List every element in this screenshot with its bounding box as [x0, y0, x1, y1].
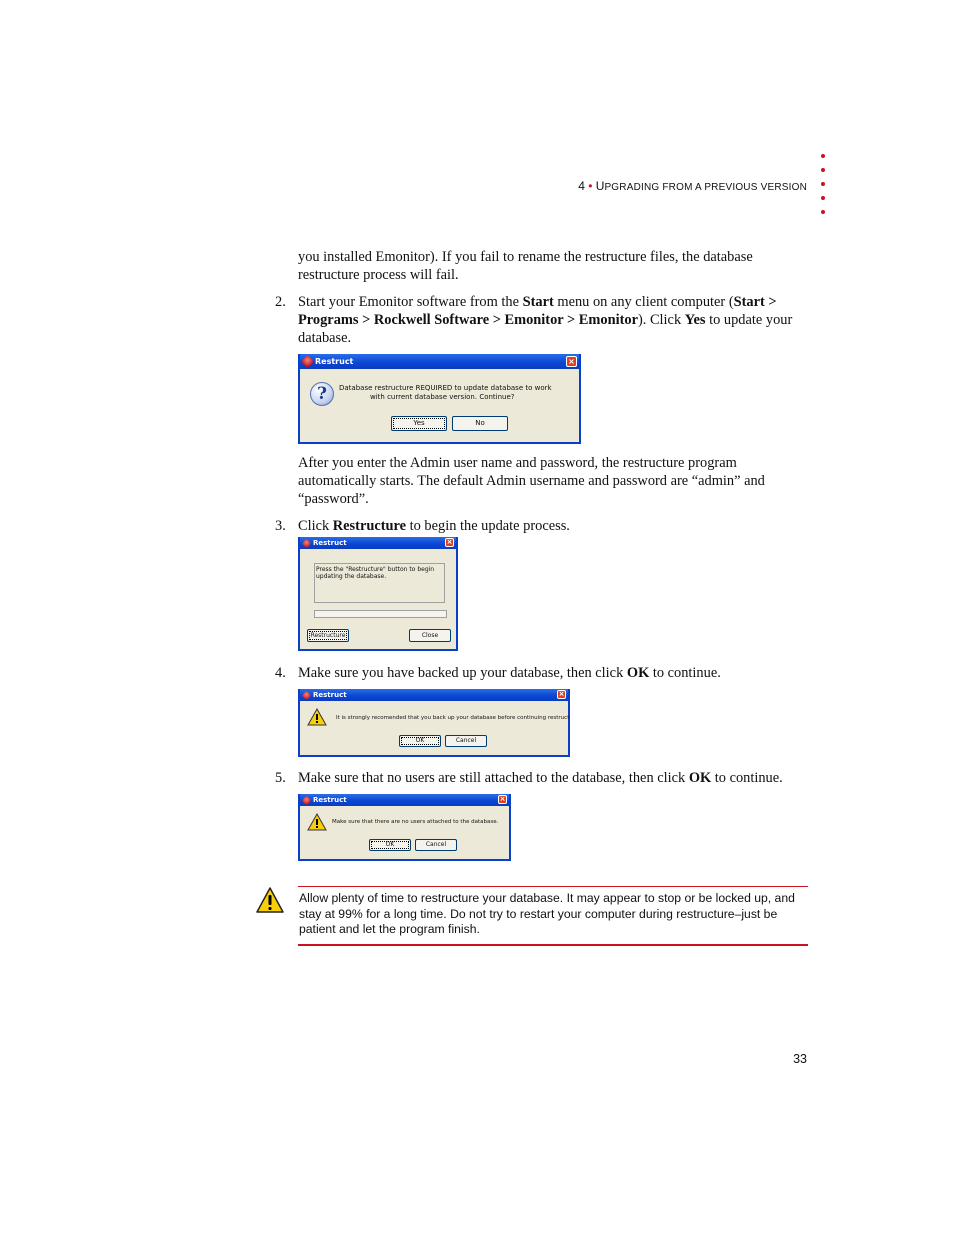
dialog-message-line-1: Database restructure REQUIRED to update database to work	[339, 384, 552, 392]
chapter-number: 4	[578, 179, 585, 193]
step-text-part: to begin the update process.	[406, 518, 570, 534]
intro-paragraph: you installed Emonitor). If you fail to rename the restructure files, the database restructure process will fail.	[298, 249, 753, 283]
step-text-bold: Start > Programs > Rockwell Software > Emonitor > Emonitor	[298, 294, 777, 328]
step-number: 5.	[275, 770, 286, 786]
attached-users-dialog	[298, 794, 511, 861]
header-separator: •	[588, 179, 593, 193]
step-text-part: ). Click	[637, 312, 685, 328]
warning-icon	[307, 813, 327, 831]
caution-note: Allow plenty of time to restructure your database. It may appear to stop or be locked up, and stay at 99% for a long time. Do not try to restart your computer during restructure–just be patient and let the program finish.	[298, 886, 808, 946]
step-text-part: Click	[298, 518, 333, 534]
step-number: 2.	[275, 294, 286, 310]
margin-dot	[821, 168, 825, 172]
step-text-bold: Start	[522, 294, 554, 310]
step-text-part: Make sure that no users are still attached to the database, then click	[298, 770, 689, 786]
app-icon	[302, 795, 312, 805]
step-text-bold: OK	[688, 770, 712, 786]
running-header	[578, 179, 807, 193]
ok-button[interactable]: OK	[399, 735, 441, 747]
margin-dot	[821, 182, 825, 186]
close-button[interactable]: Close	[409, 629, 451, 642]
cancel-button[interactable]: Cancel	[445, 735, 487, 747]
step-text	[298, 517, 810, 535]
margin-dot	[821, 196, 825, 200]
chapter-title-initial: U	[595, 179, 605, 193]
margin-dot	[821, 154, 825, 158]
step-number: 4.	[275, 665, 286, 681]
app-icon	[301, 355, 314, 368]
step-text-bold: Restructure	[332, 518, 407, 534]
dialog-title: Restruct	[313, 796, 347, 804]
page-number: 33	[793, 1052, 807, 1066]
dialog-message-line-2: with current database version. Continue?	[370, 393, 515, 401]
step-text	[298, 664, 810, 682]
yes-button[interactable]: Yes	[391, 416, 447, 431]
step-text-part: menu on any client computer (	[553, 294, 734, 310]
close-icon[interactable]: ×	[499, 795, 506, 803]
dialog-message-line-1: Press the "Restructure" button to begin	[316, 566, 435, 573]
dialog-message: It is strongly recomended that you back up your database before continuing restruct	[336, 715, 570, 721]
restructure-required-dialog	[298, 354, 581, 444]
dialog-title: Restruct	[315, 357, 354, 366]
progress-bar	[314, 610, 447, 618]
no-button[interactable]: No	[452, 416, 508, 431]
step-text-bold: OK	[626, 665, 650, 681]
dialog-titlebar[interactable]	[300, 689, 568, 701]
admin-login-paragraph: After you enter the Admin user name and password, the restructure program automatically starts. The default Admin username and password are “admin” and “password”.	[298, 455, 765, 507]
step-text-part: to update your database.	[298, 312, 793, 346]
step-text-bold: Yes	[684, 312, 706, 328]
step-number: 3.	[275, 518, 286, 534]
close-icon[interactable]: ×	[446, 538, 453, 546]
warning-icon	[307, 708, 327, 726]
close-icon[interactable]: ×	[566, 356, 577, 367]
step-text	[298, 769, 810, 787]
dialog-message: Make sure that there are no users attached to the database.	[332, 819, 499, 825]
step-text-part: to continue.	[711, 770, 783, 786]
step-text-part: Make sure you have backed up your database, then click	[298, 665, 627, 681]
cancel-button[interactable]: Cancel	[415, 839, 457, 851]
step-text	[298, 293, 810, 347]
ok-button[interactable]: OK	[369, 839, 411, 851]
dialog-titlebar[interactable]	[300, 354, 579, 369]
app-icon	[302, 690, 312, 700]
dialog-message-line-2: updating the database.	[316, 573, 387, 580]
app-icon	[302, 538, 312, 548]
restructure-dialog	[298, 537, 458, 651]
caution-icon	[256, 886, 284, 914]
step-text-part: Start your Emonitor software from the	[298, 294, 523, 310]
dialog-title: Restruct	[313, 539, 347, 547]
backup-warning-dialog	[298, 689, 570, 757]
restructure-button[interactable]: Restructure	[307, 629, 349, 642]
margin-dot	[821, 210, 825, 214]
step-text-part: to continue.	[649, 665, 721, 681]
question-icon: ?	[310, 382, 334, 406]
margin-dots	[821, 154, 829, 224]
close-icon[interactable]: ×	[558, 690, 565, 698]
dialog-titlebar[interactable]	[300, 794, 509, 806]
dialog-titlebar[interactable]	[300, 537, 456, 549]
dialog-title: Restruct	[313, 691, 347, 699]
chapter-title: PGRADING FROM A PREVIOUS VERSION	[604, 182, 807, 193]
